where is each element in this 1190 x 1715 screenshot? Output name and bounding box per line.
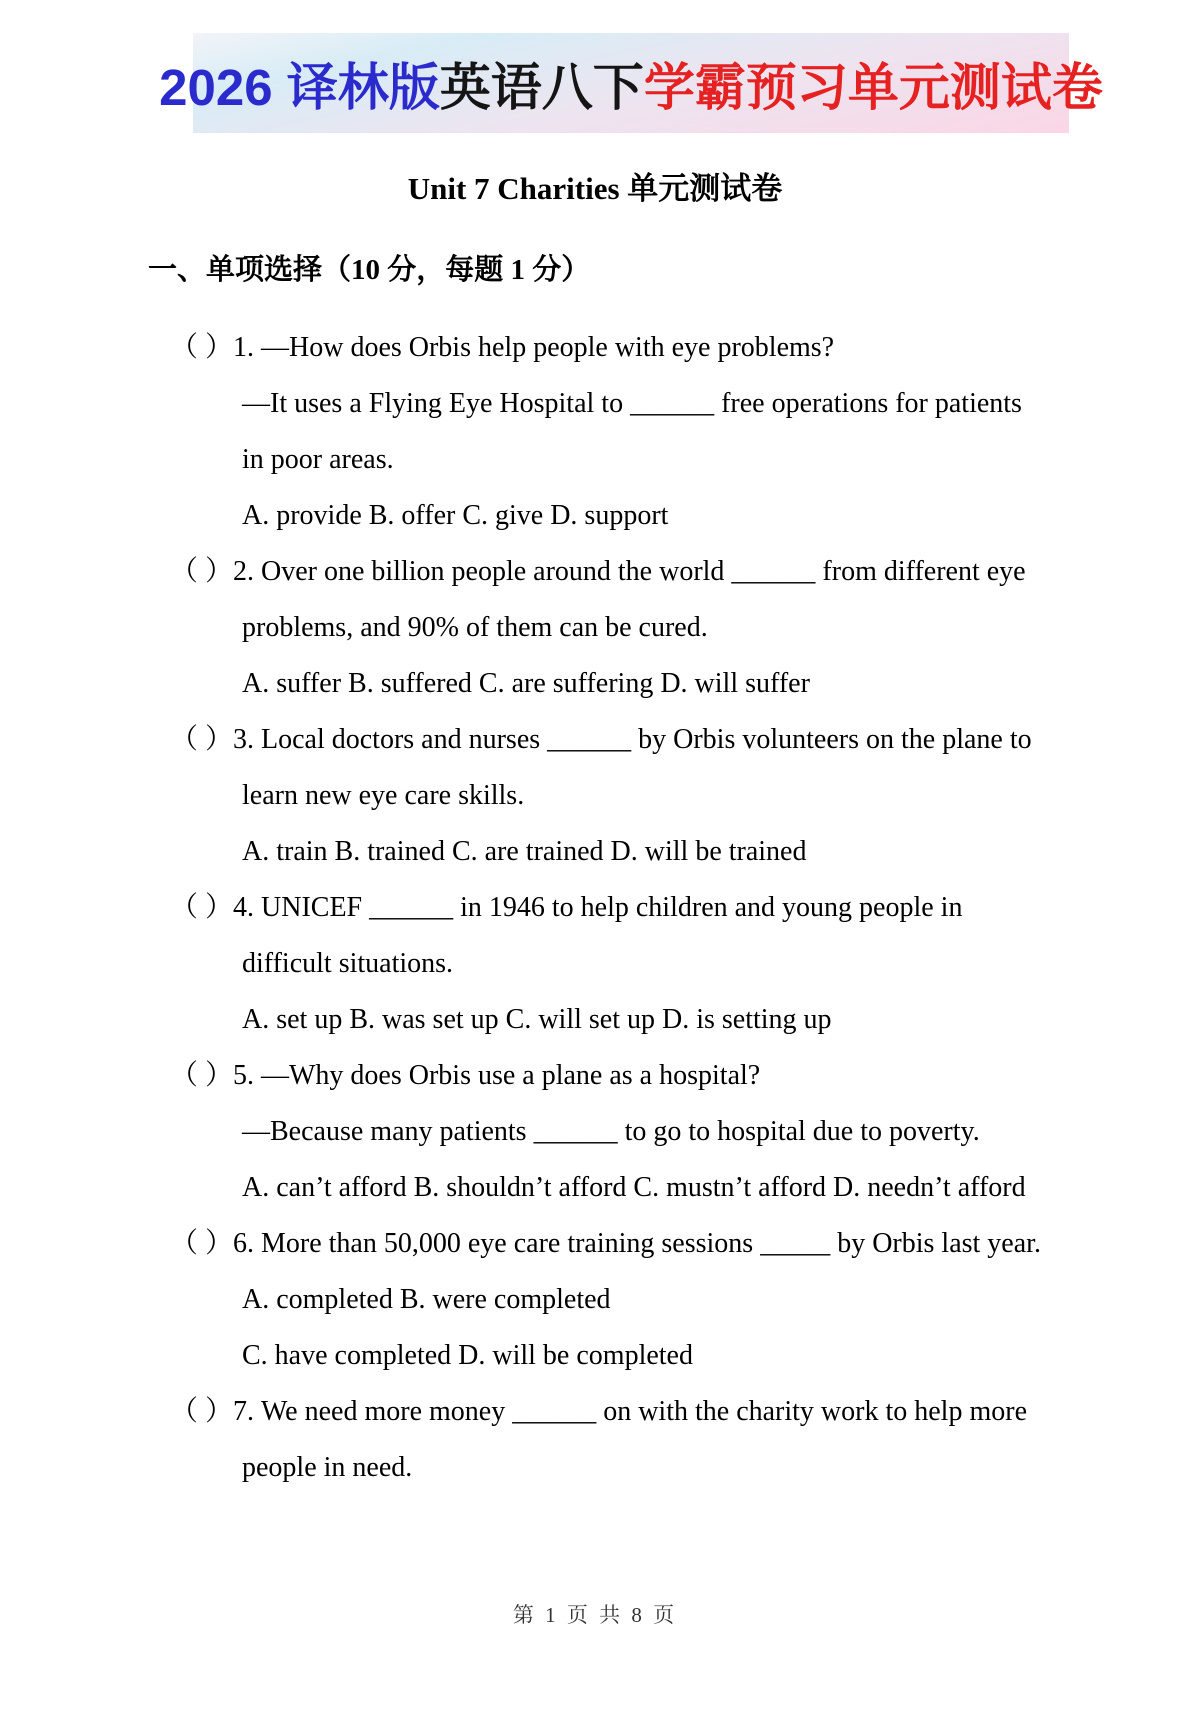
question-3-options: A. train B. trained C. are trained D. will be trained xyxy=(242,836,807,867)
banner-series-text: 学霸预习单元测试卷 xyxy=(643,59,1103,116)
page-footer: 第 1 页 共 8 页 xyxy=(512,1603,678,1627)
question-7 xyxy=(170,1384,1190,1496)
question-2 xyxy=(170,544,1190,712)
question-5-line-1: （ ）5. —Why does Orbis use a plane as a hospital? xyxy=(170,1060,761,1091)
question-1-line-3: in poor areas. xyxy=(242,444,394,475)
question-list xyxy=(170,320,1190,1496)
question-6-options-cd: C. have completed D. will be completed xyxy=(242,1340,693,1371)
question-6 xyxy=(170,1216,1190,1384)
question-2-line-2: problems, and 90% of them can be cured. xyxy=(242,612,708,643)
question-6-line-1: （ ）6. More than 50,000 eye care training sessions _____ by Orbis last year. xyxy=(170,1228,1041,1259)
question-7-line-1: （ ）7. We need more money ______ on with the charity work to help more xyxy=(170,1396,1027,1427)
question-1-line-1: （ ）1. —How does Orbis help people with eye problems? xyxy=(170,332,835,363)
question-5-options: A. can’t afford B. shouldn’t afford C. mustn’t afford D. needn’t afford xyxy=(242,1172,1026,1203)
question-3-line-1: （ ）3. Local doctors and nurses ______ by Orbis volunteers on the plane to xyxy=(170,724,1032,755)
question-5-line-2: —Because many patients ______ to go to hospital due to poverty. xyxy=(242,1116,980,1147)
banner xyxy=(159,33,1103,133)
question-5 xyxy=(170,1048,1190,1216)
question-3 xyxy=(170,712,1190,880)
question-4-options: A. set up B. was set up C. will set up D. is setting up xyxy=(242,1004,832,1035)
section-heading: 一、单项选择（10 分，每题 1 分） xyxy=(148,254,591,286)
question-1 xyxy=(170,320,1190,544)
question-4 xyxy=(170,880,1190,1048)
question-1-options: A. provide B. offer C. give D. support xyxy=(242,500,669,531)
question-7-line-2: people in need. xyxy=(242,1452,413,1483)
banner-year-edition-text: 2026 译林版 xyxy=(159,59,440,116)
exam-page xyxy=(0,33,1190,1627)
question-6-options-ab: A. completed B. were completed xyxy=(242,1284,611,1315)
question-3-line-2: learn new eye care skills. xyxy=(242,780,525,811)
question-4-line-1: （ ）4. UNICEF ______ in 1946 to help children and young people in xyxy=(170,892,963,923)
question-2-options: A. suffer B. suffered C. are suffering D. will suffer xyxy=(242,668,810,699)
question-4-line-2: difficult situations. xyxy=(242,948,454,979)
banner-subject-text: 英语八下 xyxy=(439,59,644,116)
page-title: Unit 7 Charities 单元测试卷 xyxy=(407,171,783,206)
question-2-line-1: （ ）2. Over one billion people around the world ______ from different eye xyxy=(170,556,1026,587)
question-1-line-2: —It uses a Flying Eye Hospital to ______ free operations for patients xyxy=(242,388,1022,419)
